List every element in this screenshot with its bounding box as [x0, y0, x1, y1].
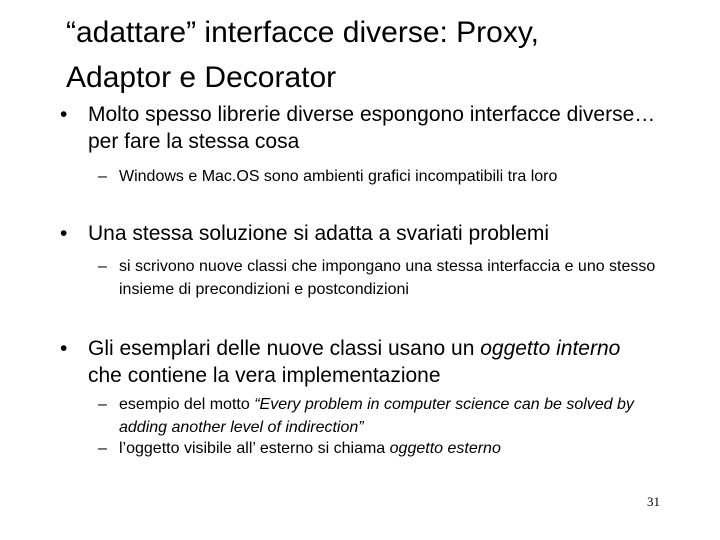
bullet-marker: • — [60, 222, 68, 245]
bullet-text: Una stessa soluzione si adatta a svariati problemi — [88, 222, 550, 245]
sub-text: Windows e Mac.OS sono ambienti grafici incompatibili tra loro — [119, 168, 558, 185]
sub-text-part1: esempio del motto — [119, 396, 255, 413]
sub-marker: – — [98, 396, 107, 413]
bullet-text: Molto spesso librerie diverse espongono interfacce diverse… per fare la stessa cosa — [88, 103, 656, 153]
bullet-item-same-solution — [60, 220, 660, 247]
sub-marker: – — [98, 258, 107, 275]
sub-item-motto — [98, 393, 658, 439]
bullet-marker: • — [60, 337, 68, 360]
sub-item-outer-object — [98, 437, 658, 460]
bullet-text-italic: oggetto interno — [480, 337, 621, 360]
sub-item-new-classes — [98, 255, 658, 301]
bullet-text-part2: che contiene la vera implementazione — [88, 364, 441, 387]
bullet-item-libraries — [60, 101, 660, 155]
sub-text-italic: oggetto esterno — [389, 440, 501, 457]
bullet-item-inner-object — [60, 335, 660, 389]
bullet-text — [88, 335, 660, 389]
sub-text — [119, 393, 658, 439]
slide-title: “adattare” interfacce diverse: Proxy, Adaptor e Decorator — [66, 16, 539, 94]
sub-marker: – — [98, 168, 107, 185]
page-number: 31 — [647, 494, 660, 509]
bullet-text-part1: Gli esemplari delle nuove classi usano un — [88, 337, 481, 360]
sub-text — [119, 437, 658, 460]
sub-text-italic: “Every problem in computer science can be solved by adding another level of indirection” — [119, 396, 634, 436]
bullet-marker: • — [60, 103, 68, 126]
sub-item-windows-macos — [98, 165, 658, 188]
sub-text-part1: l’oggetto visibile all’ esterno si chiama — [119, 440, 390, 457]
sub-text: si scrivono nuove classi che impongano una stessa interfaccia e uno stesso insieme di precondizioni e postcondizioni — [119, 258, 656, 298]
sub-marker: – — [98, 440, 107, 457]
